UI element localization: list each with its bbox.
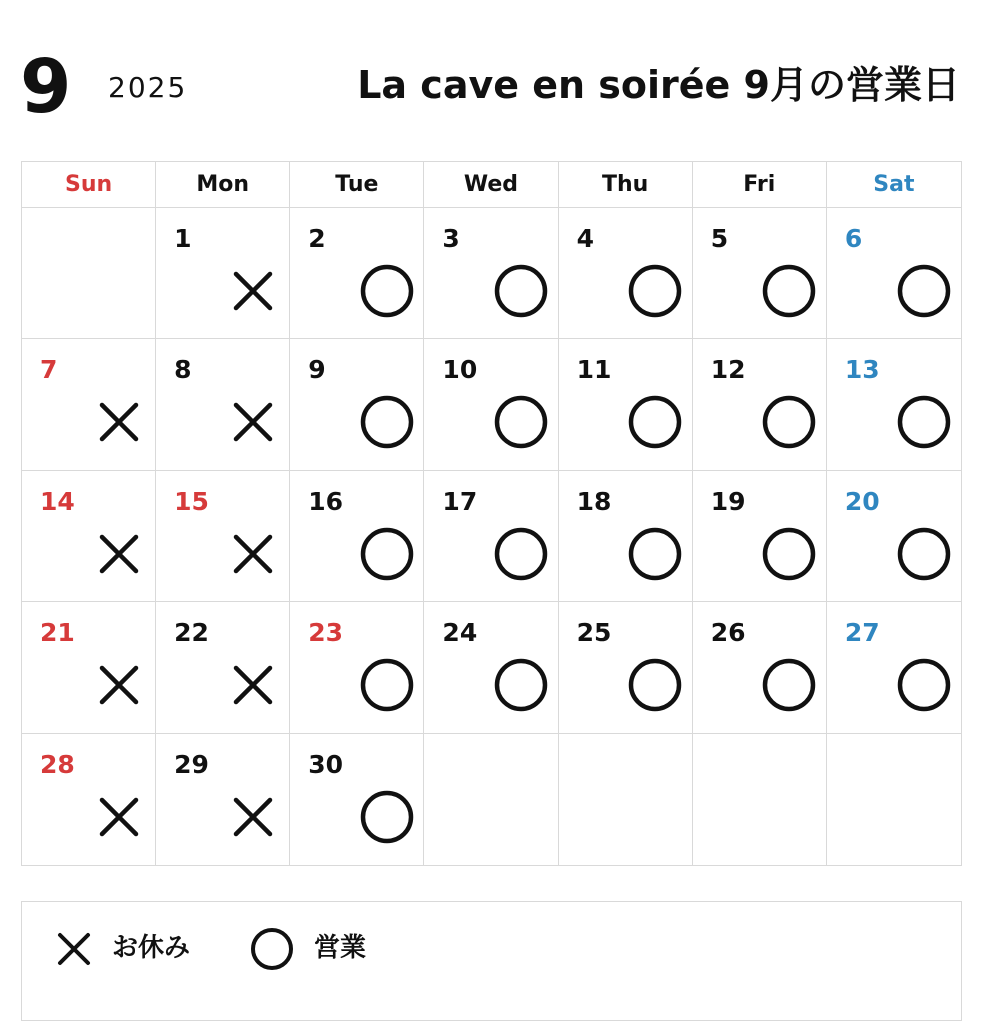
open-circle-icon: [896, 263, 952, 319]
open-circle-icon: [627, 657, 683, 713]
weekday-header-mon: Mon: [156, 162, 290, 208]
day-cell: [156, 602, 290, 733]
closed-cross-icon: [91, 657, 147, 713]
day-cell: [424, 339, 558, 470]
day-cell: [22, 734, 156, 865]
day-number: 17: [442, 486, 478, 516]
day-number: 6: [844, 224, 863, 253]
day-number: 23: [308, 618, 344, 648]
day-number: 7: [40, 355, 58, 385]
day-cell: [290, 602, 424, 733]
day-number: 11: [576, 355, 612, 385]
empty-day-cell: [827, 734, 961, 865]
closed-cross-icon: [91, 789, 147, 845]
empty-day-cell: [22, 208, 156, 339]
day-cell: [827, 208, 961, 339]
day-number: 20: [844, 486, 880, 516]
closed-cross-icon: [225, 789, 281, 845]
day-cell: [827, 602, 961, 733]
open-circle-icon: [359, 657, 415, 713]
open-circle-icon: [896, 394, 952, 450]
day-number: 22: [174, 618, 209, 648]
open-circle-icon: [359, 789, 415, 845]
closed-cross-icon: [91, 526, 147, 582]
weekday-header-sun: Sun: [22, 162, 156, 208]
open-circle-icon: [896, 657, 952, 713]
day-number: 2: [308, 224, 326, 253]
closed-cross-icon: [225, 526, 281, 582]
day-cell: [156, 339, 290, 470]
open-circle-icon: [493, 657, 549, 713]
day-number: 16: [308, 486, 344, 516]
day-cell: [693, 208, 827, 339]
day-cell: [693, 339, 827, 470]
day-number: 30: [308, 749, 344, 779]
empty-day-cell: [559, 734, 693, 865]
empty-day-cell: [424, 734, 558, 865]
day-number: 28: [40, 749, 75, 779]
day-number: 18: [576, 486, 612, 516]
open-circle-icon: [761, 657, 817, 713]
open-circle-icon: [359, 394, 415, 450]
day-cell: [559, 602, 693, 733]
legend: [21, 901, 962, 1021]
day-cell: [290, 734, 424, 865]
weekday-header-sat: Sat: [827, 162, 961, 208]
open-circle-icon: [359, 526, 415, 582]
day-number: 19: [710, 486, 746, 516]
day-cell: [693, 471, 827, 602]
day-cell: [559, 339, 693, 470]
day-cell: [22, 471, 156, 602]
day-cell: [22, 602, 156, 733]
cross-icon: [52, 927, 96, 971]
day-number: 21: [40, 618, 75, 648]
weekday-header-wed: Wed: [424, 162, 558, 208]
day-cell: [827, 339, 961, 470]
day-number: 29: [174, 749, 209, 779]
weekday-header-fri: Fri: [693, 162, 827, 208]
day-number: 15: [174, 486, 209, 516]
open-circle-icon: [493, 526, 549, 582]
day-number: 9: [308, 355, 326, 385]
day-number: 4: [576, 224, 594, 253]
day-number: 27: [844, 618, 880, 648]
year-label: 2025: [108, 71, 188, 104]
open-circle-icon: [896, 526, 952, 582]
open-circle-icon: [493, 263, 549, 319]
day-number: 26: [710, 618, 746, 648]
day-number: 14: [40, 486, 75, 516]
legend-open-label: 営業: [314, 933, 367, 963]
day-number: 1: [174, 224, 192, 253]
day-cell: [424, 471, 558, 602]
open-circle-icon: [761, 526, 817, 582]
day-cell: [290, 208, 424, 339]
day-cell: [290, 339, 424, 470]
day-number: 3: [442, 224, 460, 253]
closed-cross-icon: [91, 394, 147, 450]
day-number: 10: [442, 355, 478, 385]
weekday-header-tue: Tue: [290, 162, 424, 208]
day-number: 8: [174, 355, 192, 385]
closed-cross-icon: [225, 263, 281, 319]
day-number: 5: [710, 224, 729, 253]
open-circle-icon: [493, 394, 549, 450]
calendar-grid: [21, 161, 962, 866]
day-number: 12: [710, 355, 746, 385]
day-number: 25: [576, 618, 612, 648]
day-cell: [290, 471, 424, 602]
day-cell: [559, 208, 693, 339]
page-title: La cave en soirée 9月の営業日: [357, 63, 960, 107]
day-cell: [156, 734, 290, 865]
empty-day-cell: [693, 734, 827, 865]
day-number: 24: [442, 618, 478, 648]
closed-cross-icon: [225, 657, 281, 713]
open-circle-icon: [627, 526, 683, 582]
circle-icon: [250, 927, 294, 971]
open-circle-icon: [761, 263, 817, 319]
day-cell: [156, 471, 290, 602]
day-cell: [22, 339, 156, 470]
open-circle-icon: [761, 394, 817, 450]
day-cell: [156, 208, 290, 339]
day-cell: [693, 602, 827, 733]
open-circle-icon: [359, 263, 415, 319]
open-circle-icon: [627, 394, 683, 450]
day-cell: [424, 602, 558, 733]
day-cell: [559, 471, 693, 602]
open-circle-icon: [627, 263, 683, 319]
day-number: 13: [844, 355, 880, 385]
legend-closed-label: お休み: [112, 933, 191, 963]
weekday-header-thu: Thu: [559, 162, 693, 208]
day-cell: [424, 208, 558, 339]
day-cell: [827, 471, 961, 602]
month-number: 9: [20, 44, 72, 130]
closed-cross-icon: [225, 394, 281, 450]
